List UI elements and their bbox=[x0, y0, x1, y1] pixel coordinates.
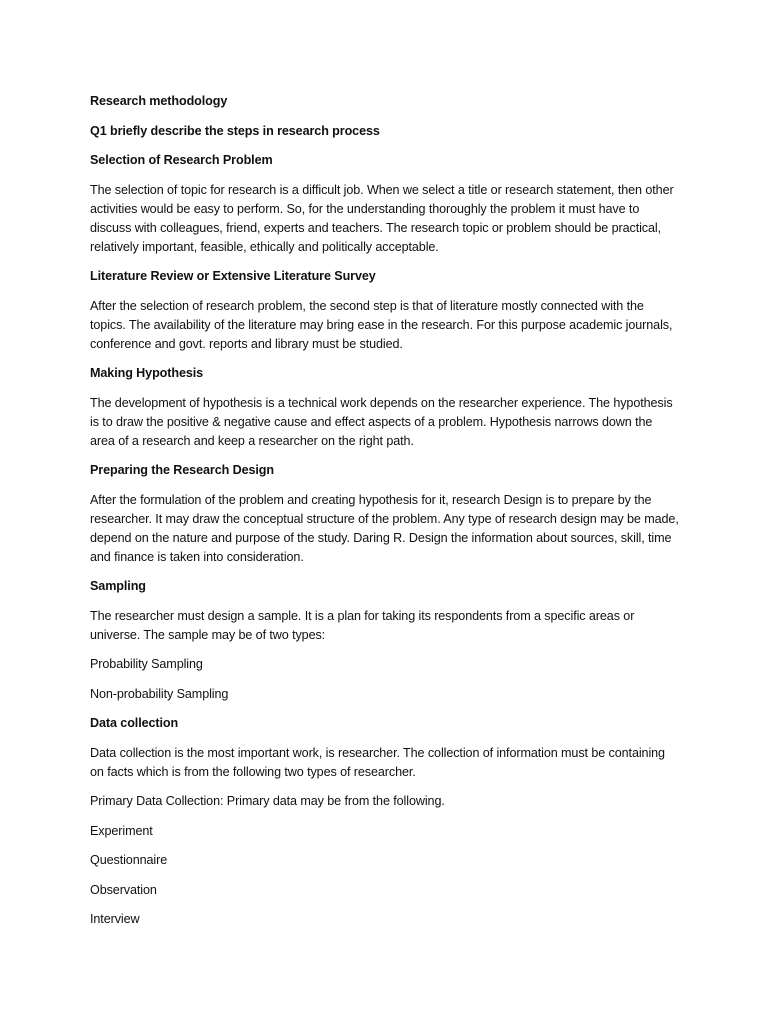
list-item: Non-probability Sampling bbox=[90, 686, 229, 701]
section-heading-data-collection: Data collection bbox=[90, 716, 179, 730]
section-heading-sampling: Sampling bbox=[90, 579, 146, 593]
document-title: Research methodology bbox=[90, 94, 228, 108]
section-heading-hypothesis: Making Hypothesis bbox=[90, 366, 204, 380]
paragraph-sampling: The researcher must design a sample. It is a plan for taking its respondents from a specific areas or universe. The sample may be of two types: bbox=[90, 608, 635, 642]
paragraph-selection: The selection of topic for research is a difficult job. When we select a title or research statement, then other activities would be easy to perform. So, for the understanding thoroughly the problem it must have to discuss with colleagues, friend, experts and teachers. The research topic or problem should be practical, relatively important, feasible, ethically and politically acceptable. bbox=[90, 182, 674, 254]
paragraph-data-collection: Data collection is the most important work, is researcher. The collection of information must be containing on facts which is from the following two types of researcher. bbox=[90, 745, 665, 779]
list-item: Experiment bbox=[90, 823, 153, 838]
paragraph-hypothesis: The development of hypothesis is a technical work depends on the researcher experience. The hypothesis is to draw the positive & negative cause and effect aspects of a problem. Hypothesis narrows down the area of a research and keep a researcher on the right path. bbox=[90, 395, 673, 448]
list-item: Questionnaire bbox=[90, 853, 168, 867]
list-item: Observation bbox=[90, 882, 157, 897]
list-item: Interview bbox=[90, 912, 140, 926]
list-item: Probability Sampling bbox=[90, 657, 203, 671]
section-heading-selection: Selection of Research Problem bbox=[90, 153, 273, 167]
paragraph-literature: After the selection of research problem, the second step is that of literature mostly connected with the topics. The availability of the literature may bring ease in the research. For this purpose academic journals, conference and govt. reports and library must be studied. bbox=[90, 298, 673, 351]
question-heading: Q1 briefly describe the steps in research process bbox=[90, 123, 380, 138]
paragraph-primary-data: Primary Data Collection: Primary data may be from the following. bbox=[90, 794, 445, 808]
section-heading-literature: Literature Review or Extensive Literature Survey bbox=[90, 269, 376, 283]
paragraph-design: After the formulation of the problem and creating hypothesis for it, research Design is to prepare by the researcher. It may draw the conceptual structure of the problem. Any type of research design may be made, depend on the nature and purpose of the study. Daring R. Design the information about sources, skill, time and finance is taken into consideration. bbox=[90, 492, 679, 564]
section-heading-design: Preparing the Research Design bbox=[90, 463, 274, 477]
